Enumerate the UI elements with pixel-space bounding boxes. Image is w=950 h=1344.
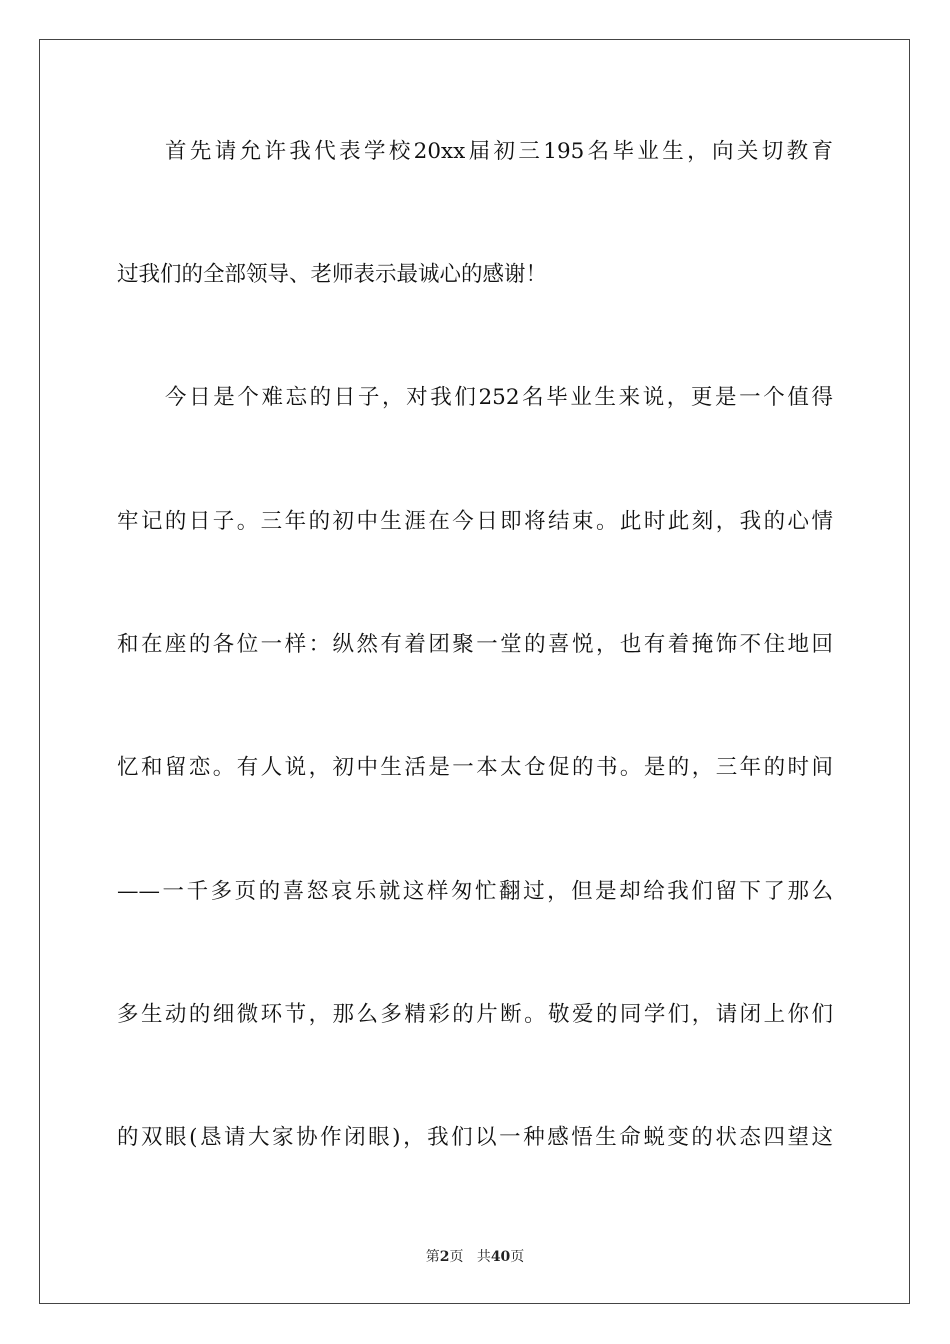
paragraph-2-line-2: 牢记的日子。三年的初中生涯在今日即将结束。此时此刻，我的心情 <box>117 509 833 534</box>
total-pages: 共40页 <box>476 1249 525 1265</box>
paragraph-1-line-1: 首先请允许我代表学校20xx届初三195名毕业生，向关切教育 <box>165 139 833 164</box>
paragraph-2-line-5: ——一千多页的喜怒哀乐就这样匆忙翻过，但是却给我们留下了那么 <box>117 879 833 904</box>
page-footer <box>0 1248 950 1266</box>
paragraph-1-line-2: 过我们的全部领导、老师表示最诚心的感谢！ <box>117 262 548 287</box>
paragraph-2-line-3: 和在座的各位一样：纵然有着团聚一堂的喜悦，也有着掩饰不住地回 <box>117 632 833 657</box>
paragraph-2-line-6: 多生动的细微环节，那么多精彩的片断。敬爱的同学们，请闭上你们 <box>117 1002 833 1027</box>
paragraph-2-line-7: 的双眼(恳请大家协作闭眼)，我们以一种感悟生命蜕变的状态四望这 <box>117 1125 833 1150</box>
page-number: 第2页 <box>425 1249 464 1265</box>
paragraph-2-line-1: 今日是个难忘的日子，对我们252名毕业生来说，更是一个值得 <box>165 385 833 410</box>
paragraph-2-line-4: 忆和留恋。有人说，初中生活是一本太仓促的书。是的，三年的时间 <box>117 755 833 780</box>
page-frame <box>39 39 910 1304</box>
